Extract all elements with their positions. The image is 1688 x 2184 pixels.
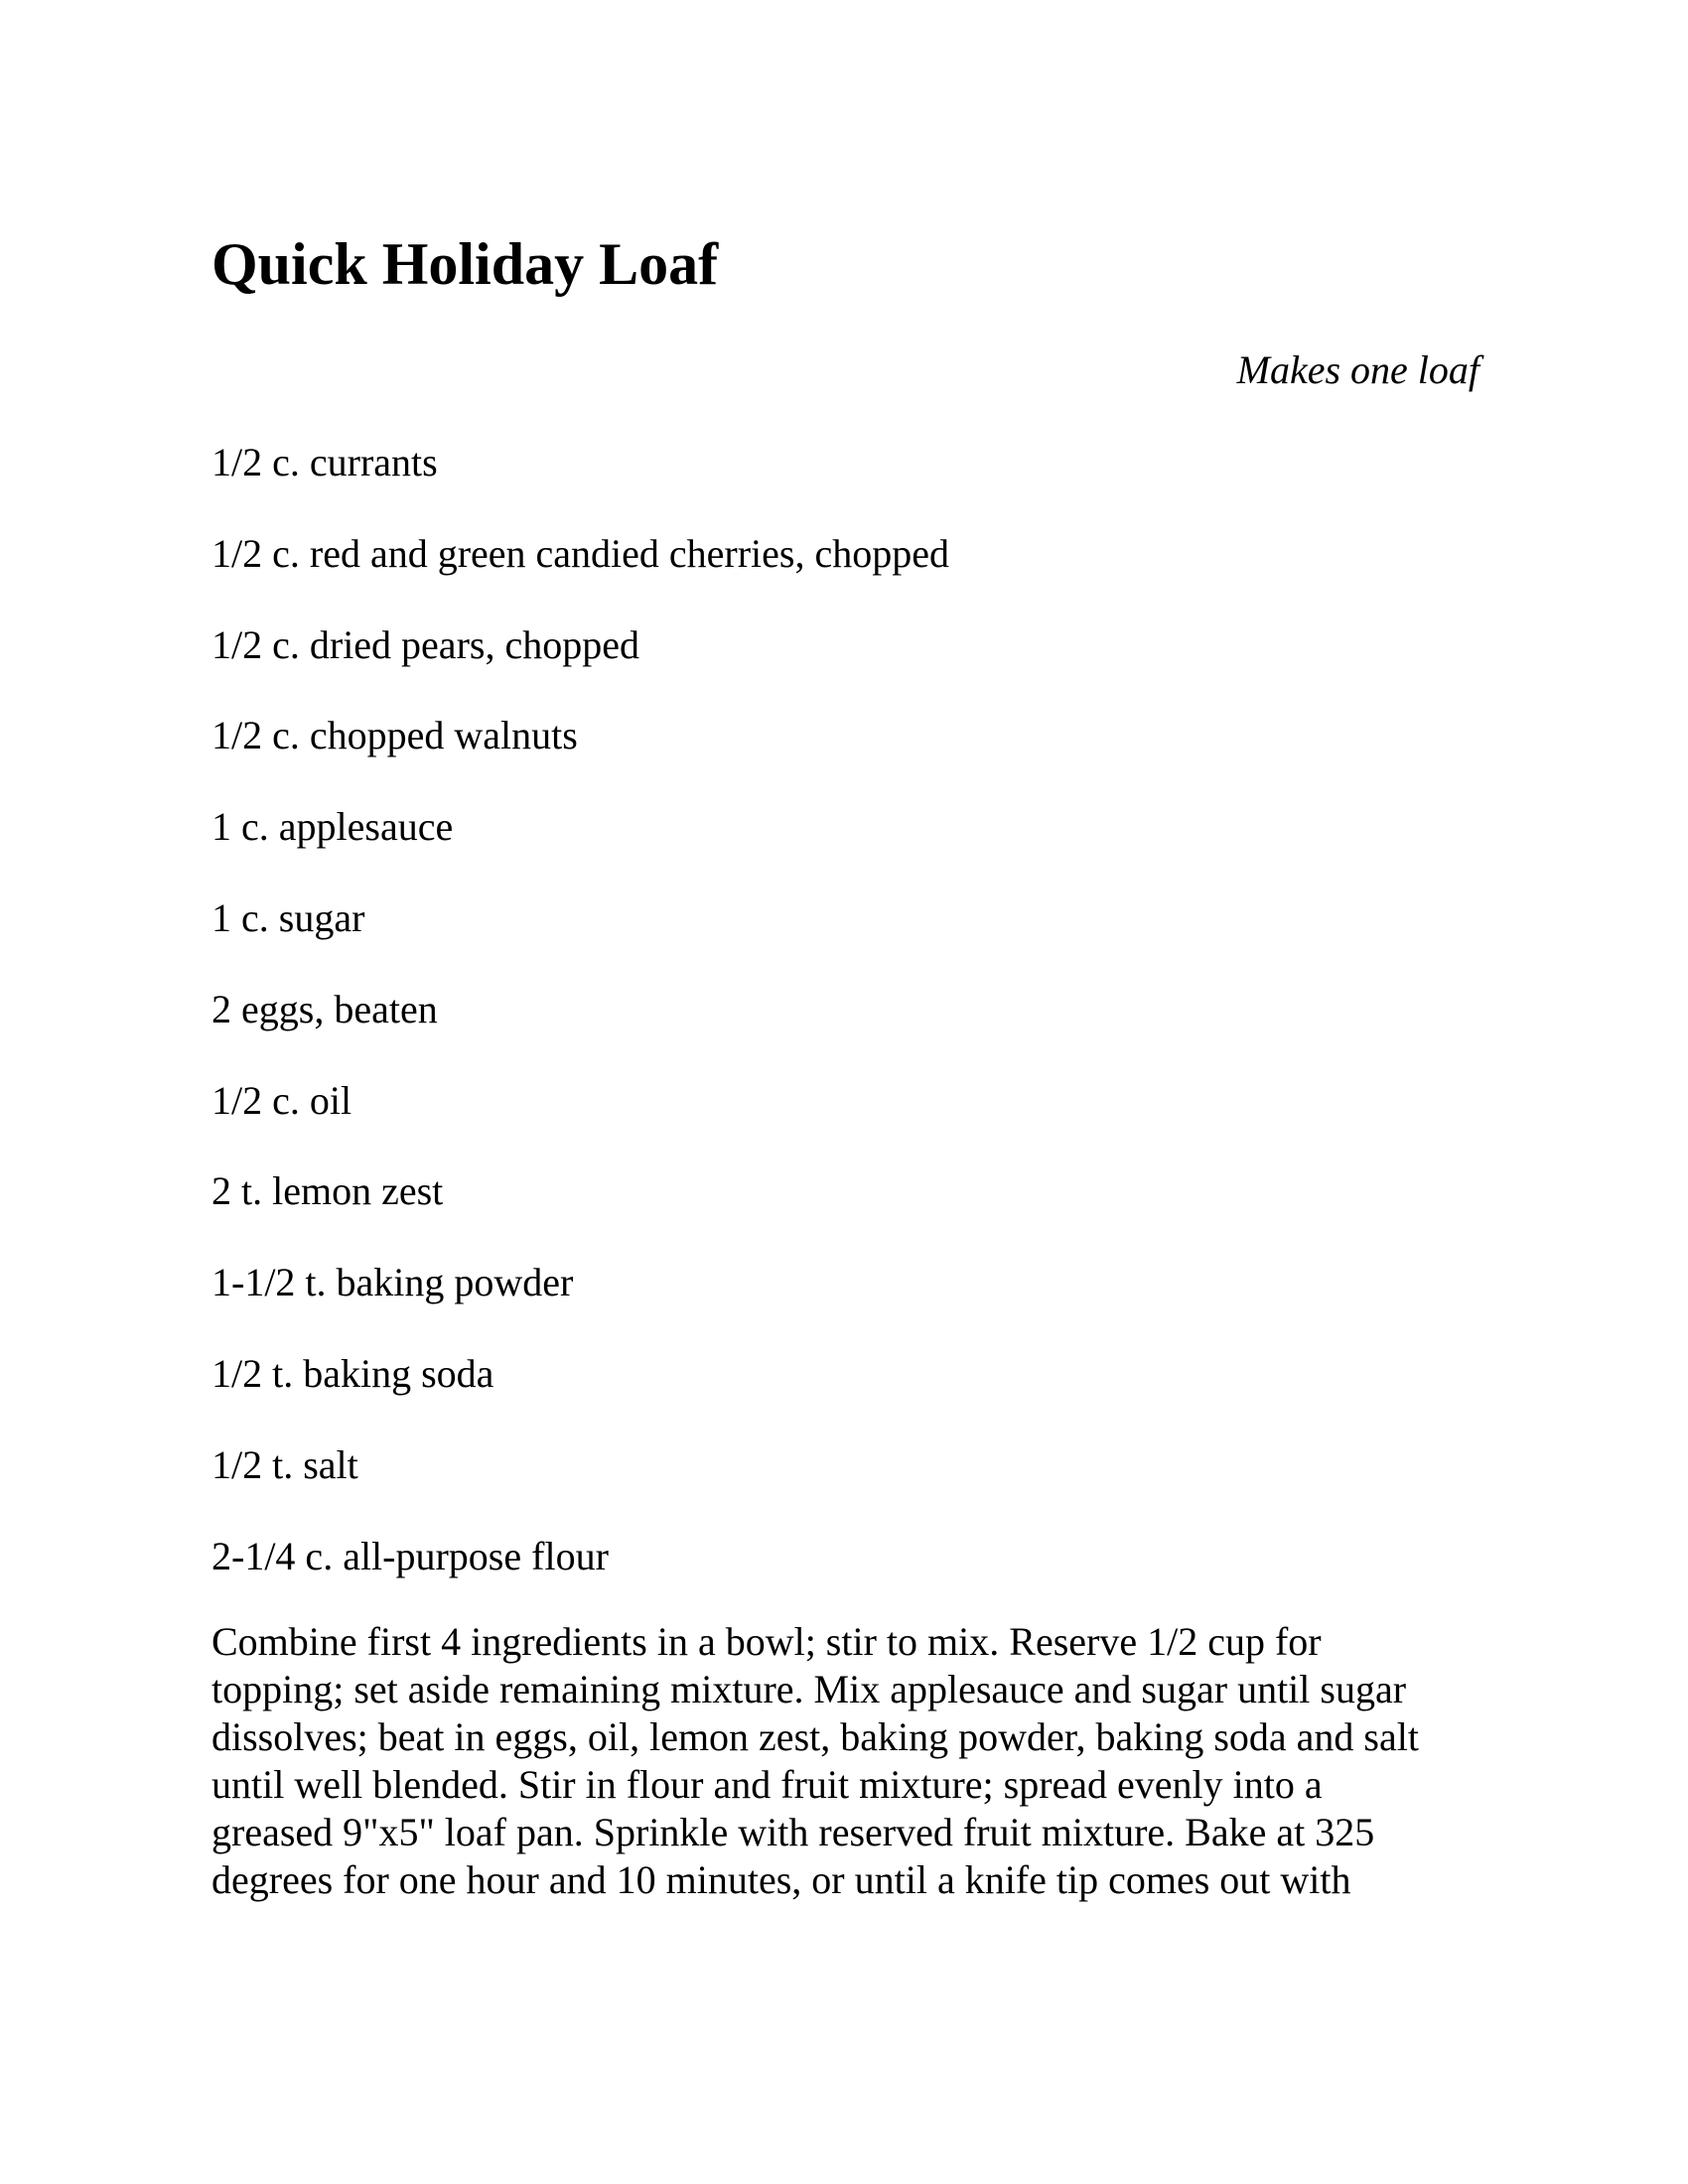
- recipe-yield: Makes one loaf: [1236, 347, 1479, 392]
- ingredient-item: 1/2 c. currants: [211, 440, 438, 484]
- ingredient-item: 2-1/4 c. all-purpose flour: [211, 1533, 609, 1578]
- ingredient-item: 1/2 t. baking soda: [211, 1350, 494, 1396]
- recipe-instructions: Combine first 4 ingredients in a bowl; stir to mix. Reserve 1/2 cup for topping; set aside remaining mixture. Mix applesauce and sugar until sugar dissolves; beat in eggs, oil, lemon zest, baking powder, baking soda and salt until well blended. Stir in flour and fruit mixture; spread evenly into a greased 9"x5" loaf pan. Sprinkle with reserved fruit mixture. Bake at 325 degrees for one hour and 10 minutes, or until a knife tip comes out with: [211, 1619, 1419, 1902]
- ingredient-item: 1/2 c. dried pears, chopped: [211, 621, 639, 667]
- ingredient-item: 2 eggs, beaten: [211, 986, 438, 1031]
- ingredient-item: 1/2 c. oil: [211, 1077, 352, 1123]
- ingredient-item: 1/2 c. red and green candied cherries, chopped: [211, 530, 949, 576]
- ingredient-item: 2 t. lemon zest: [211, 1168, 444, 1214]
- recipe-title: Quick Holiday Loaf: [211, 231, 719, 297]
- ingredient-item: 1 c. applesauce: [211, 804, 454, 850]
- ingredient-item: 1/2 c. chopped walnuts: [211, 713, 578, 758]
- ingredient-item: 1/2 t. salt: [211, 1441, 358, 1487]
- ingredient-list: [211, 440, 949, 1627]
- ingredient-item: 1 c. sugar: [211, 894, 365, 940]
- ingredient-item: 1-1/2 t. baking powder: [211, 1260, 574, 1305]
